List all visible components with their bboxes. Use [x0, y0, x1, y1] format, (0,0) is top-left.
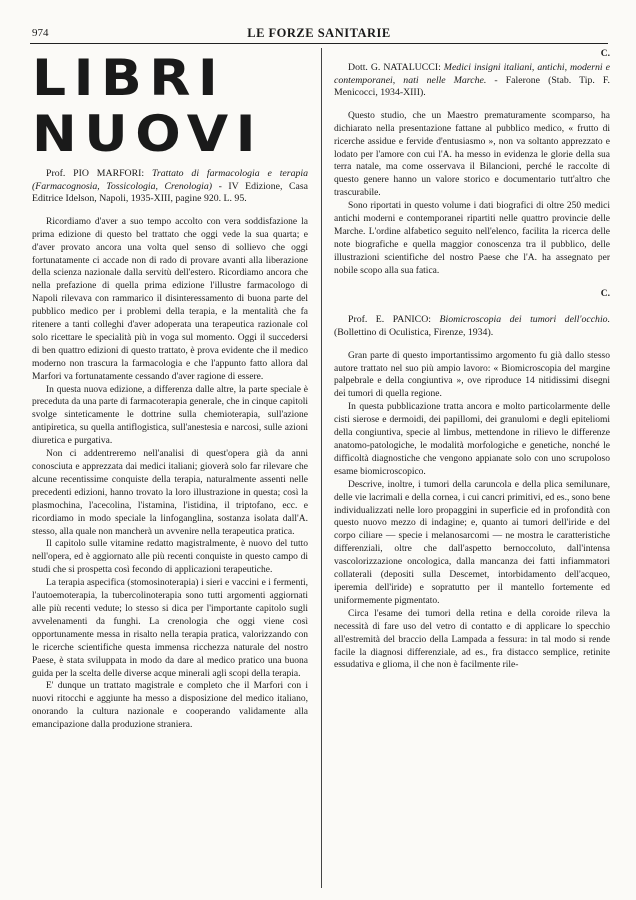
- left-column: [32, 48, 308, 732]
- header-rule: [30, 43, 608, 44]
- review-paragraph: In questa pubblicazione tratta ancora e molto particolarmente delle cisti sierose e dermoidi, dei papillomi, dei granulomi e degli epiteliomi della congiuntiva, specie al limbus, mettendone in rilievo le differenze anatomo-patologiche, le modalità morfologiche e genetiche, nonché le difficoltà diagnostiche che vengono appianate solo con uno scrupoloso esame biomicroscopico.: [334, 402, 610, 477]
- review-details: (Bollettino di Oculistica, Firenze, 1934).: [334, 327, 494, 339]
- review-details: - Falerone (Stab. Tip. F. Menicocci, 1934-XIII).: [334, 74, 610, 99]
- review-author: Prof. PIO MARFORI:: [46, 168, 145, 179]
- page-number: 974: [32, 27, 49, 39]
- running-title: LE FORZE SANITARIE: [247, 26, 391, 40]
- review-paragraph: Ricordiamo d'aver a suo tempo accolto con vera soddisfazione la prima edizione di questo bel trattato che oggi vede la sua quarta; e d'aver provato ancora una volta quel senso di sollievo che oggi fortunatamente ci accade non di rado di provare avanti alla liberazione della scienza nazionale dalla servitù dell'estero. Ricordiamo ancora che nella prefazione di quella prima edizione l'illustre farmacologo di Napoli rilevava con rammarico il disinteressamento di buona parte del pubblico medico per i problemi della terapia, e la mentalità che fa ritenere a tanti colleghi d'aver adoperata una terapeutica razionale col solo ricettare le specialità più in voga sul momento. Oggi il succedersi di ben quattro edizioni di questo trattato, è prova evidente che il medico moderno non trascura la farmacologia e che l'appunto fatto allora dal Marfori va fortunatamente cessando d'aver ragione di essere.: [32, 216, 308, 382]
- review-paragraph: Gran parte di questo importantissimo argomento fu già dallo stesso autore trattato nel suo più ampio lavoro: « Biomicroscopia del margine palpebrale e della congiuntiva », ove riproduce 14 nitidissimi disegni dei tumori di quella regione.: [334, 350, 610, 400]
- review-paragraph: Non ci addentreremo nell'analisi di quest'opera già da anni conosciuta e apprezzata dai medici italiani; gioverà solo far rilevare che alcune recentissime conquiste della terapia, naturalmente assenti nelle precedenti edizioni, hanno trovato la loro illustrazione in questa; così la plasmochina, l'acecolina, l'istamina, l'istidina, il triptofano, ecc. e ricordiamo in modo speciale la linfoganglina, sostanza isolata dall'A. stesso, alla quale non mancherà un avvenire nella terapeutica pratica.: [32, 449, 308, 537]
- review-paragraph: E' dunque un trattato magistrale e completo che il Marfori con i nuovi ritocchi e aggiunte ha messo a disposizione del medico italiano, onorando la cultura nazionale e cooperando validamente alla emancipazione dalla produzione straniera.: [32, 681, 308, 731]
- review-book-title: Biomicroscopia dei tumori dell'occhio.: [439, 314, 611, 326]
- right-column: [334, 48, 610, 672]
- column-divider: [321, 48, 322, 888]
- page-header: [30, 24, 608, 44]
- review-paragraph: La terapia aspecifica (stomosinoterapia) i sieri e vaccini e i fermenti, l'autoemoterapia, la tubercolinoterapia sono tutti argomenti aggiornati alle più recenti vedute; lo stesso si dica per l'importante capitolo sugli avvelenamenti da funghi. La crenologia che oggi viene così opportunamente messa in risalto nella terapia pratica, valorizzando con le ricerche scientifiche questa immensa ricchezza naturale del nostro Paese, è stata sviluppata in modo da dare al medico pratico una buona guida per la scelta delle diverse acque minerali agli scopi della terapia.: [32, 578, 308, 679]
- review-paragraph: In questa nuova edizione, a differenza dalle altre, la parte speciale è preceduta da una parte di farmacoterapia generale, che in cinque capitoli svolge sinteticamente le dottrine sulla chemioterapia, sull'azione antipiretica, su quella antiflogistica, sull'anestesia e narcosi, sulle azioni diuretica e purgativa.: [32, 384, 308, 447]
- review-book-title: Medici insigni italiani, antichi, moderni e contemporanei, nati nelle Marche.: [334, 62, 610, 86]
- review-author: Prof. E. PANICO:: [348, 314, 431, 326]
- review-paragraph: Il capitolo sulle vitamine redatto magistralmente, è nuovo del tutto nell'opera, ed è aggiornato alle più recenti conquiste in questo campo di studi che si prospetta così fecondo di applicazioni terapeutiche.: [32, 539, 308, 576]
- section-title: LIBRI NUOVI: [32, 49, 264, 163]
- review-author: Dott. G. NATALUCCI:: [348, 62, 441, 73]
- review-details: - IV Edizione, Casa Editrice Idelson, Napoli, 1935-XIII, pagine 920. L. 95.: [32, 180, 308, 205]
- review-paragraph: Sono riportati in questo volume i dati biografici di oltre 250 medici antichi moderni e contemporanei ripartiti nelle quattro provincie delle Marche. L'ordine alfabetico seguito nell'elenco, facilita la ricerca delle note biografiche e quella maggior conoscenza tra il pubblico, delle illustrazioni scientifiche del nostro Paese che l'A. ha assegnato per nobile scopo alla sua fatica.: [334, 201, 610, 276]
- review-book-title: Trattato di farmacologia e terapia (Farmacognosia, Tossicologia, Crenologia): [32, 168, 308, 192]
- review-paragraph: Descrive, inoltre, i tumori della caruncola e della plica semilunare, delle vie lacrimali e della cornea, i cui cancri primitivi, ed es., sono bene individualizzati nelle loro propaggini in superficie ed in profondità con questo nuovo mezzo di indagine; e, quanto ai tumori dell'iride e del corpo ciliare — specie i melanosarcomi — ne mostra le caratteristiche differenziali, oltre che dall'aspetto bernoccoluto, dall'intensa vascolorizzazione oncologica, dalla mancanza dei fatti infiammatori collaterali (depositi sulla Descemet, intorbidamento dell'acqueo, iperemia dell'iride) e sopratutto per il mantello fortemente ed uniformemente pigmentato.: [334, 479, 610, 606]
- review-heading: [32, 168, 308, 206]
- review-heading: [334, 314, 610, 339]
- review-signature: C.: [600, 288, 610, 299]
- review-heading: [334, 62, 610, 100]
- review-signature: C.: [600, 49, 610, 59]
- review-paragraph: Questo studio, che un Maestro prematuramente scomparso, ha dichiarato nella presentazione fattane al pubblico medico, « frutto di ricerche assidue e fervide d'entusiasmo », non va soltanto apprezzato e lodato per l'amore con cui l'A. ha messo in evidenza le glorie della sua terra natale, ma come osservava il Bilancioni, perché le raccolte di questo genere hanno un valore storico e documentario tutt'altro che trascurabile.: [334, 110, 610, 199]
- review-paragraph: Circa l'esame dei tumori della retina e della coroide rileva la necessità di fare uso del vetro di contatto e di applicare lo specchio all'estremità del braccio della Lampada a fessura: in tal modo si rende facile la diagnosi differenziale, ad es., fra distacco semplice, retinite essudativa e glioma, il che non è facilmente rile-: [334, 608, 610, 671]
